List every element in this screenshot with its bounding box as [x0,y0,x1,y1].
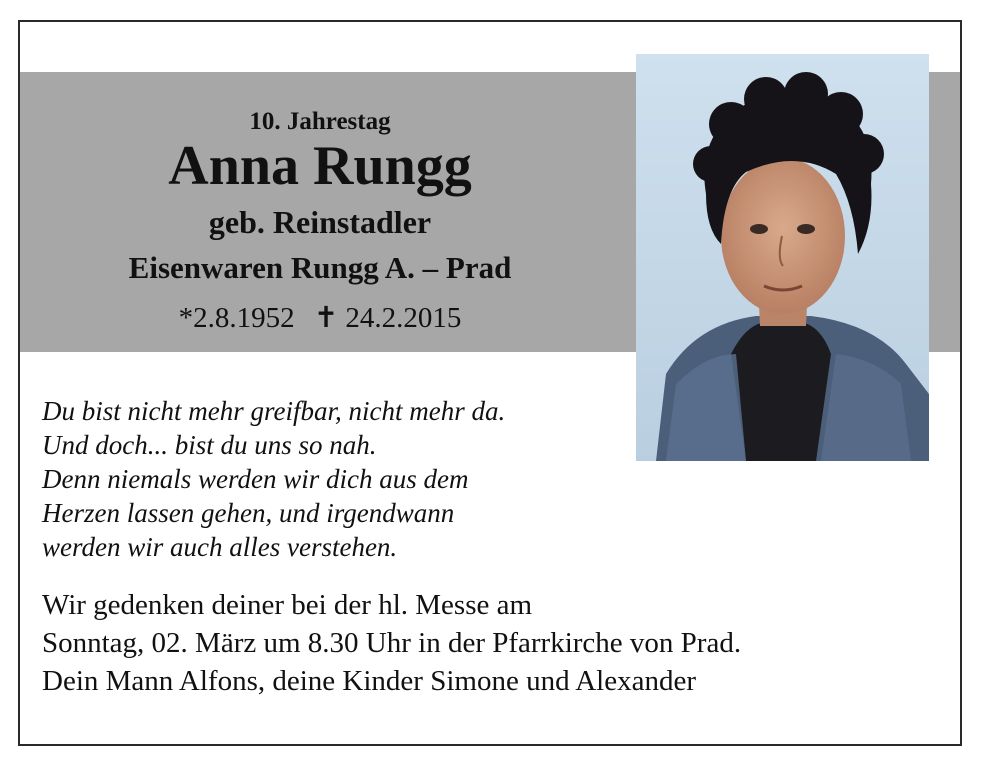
memorial-notice [42,586,942,700]
portrait-image [636,54,929,461]
death-date: ✝ 24.2.2015 [313,302,462,334]
obituary-card [18,20,962,746]
poem-line: Denn niemals werden wir dich aus dem [42,464,469,494]
deceased-name: Anna Rungg [168,135,472,197]
business-name: Eisenwaren Rungg A. – Prad [128,250,512,285]
poem-line: Herzen lassen gehen, und irgendwann [42,498,455,528]
life-dates [20,300,620,335]
birth-date: *2.8.1952 [178,302,295,334]
portrait-photo [636,54,929,461]
notice-line: Sonntag, 02. März um 8.30 Uhr in der Pfarrkirche von Prad. [42,627,742,659]
header-text [20,72,620,352]
notice-line: Dein Mann Alfons, deine Kinder Simone und Alexander [42,665,696,697]
anniversary-label: 10. Jahrestag [249,108,391,135]
poem-line: werden wir auch alles verstehen. [42,532,398,562]
poem-line: Und doch... bist du uns so nah. [42,430,377,460]
poem-line: Du bist nicht mehr greifbar, nicht mehr da. [42,396,506,426]
poem [42,394,642,564]
notice-line: Wir gedenken deiner bei der hl. Messe am [42,589,533,621]
maiden-name: geb. Reinstadler [208,204,432,240]
